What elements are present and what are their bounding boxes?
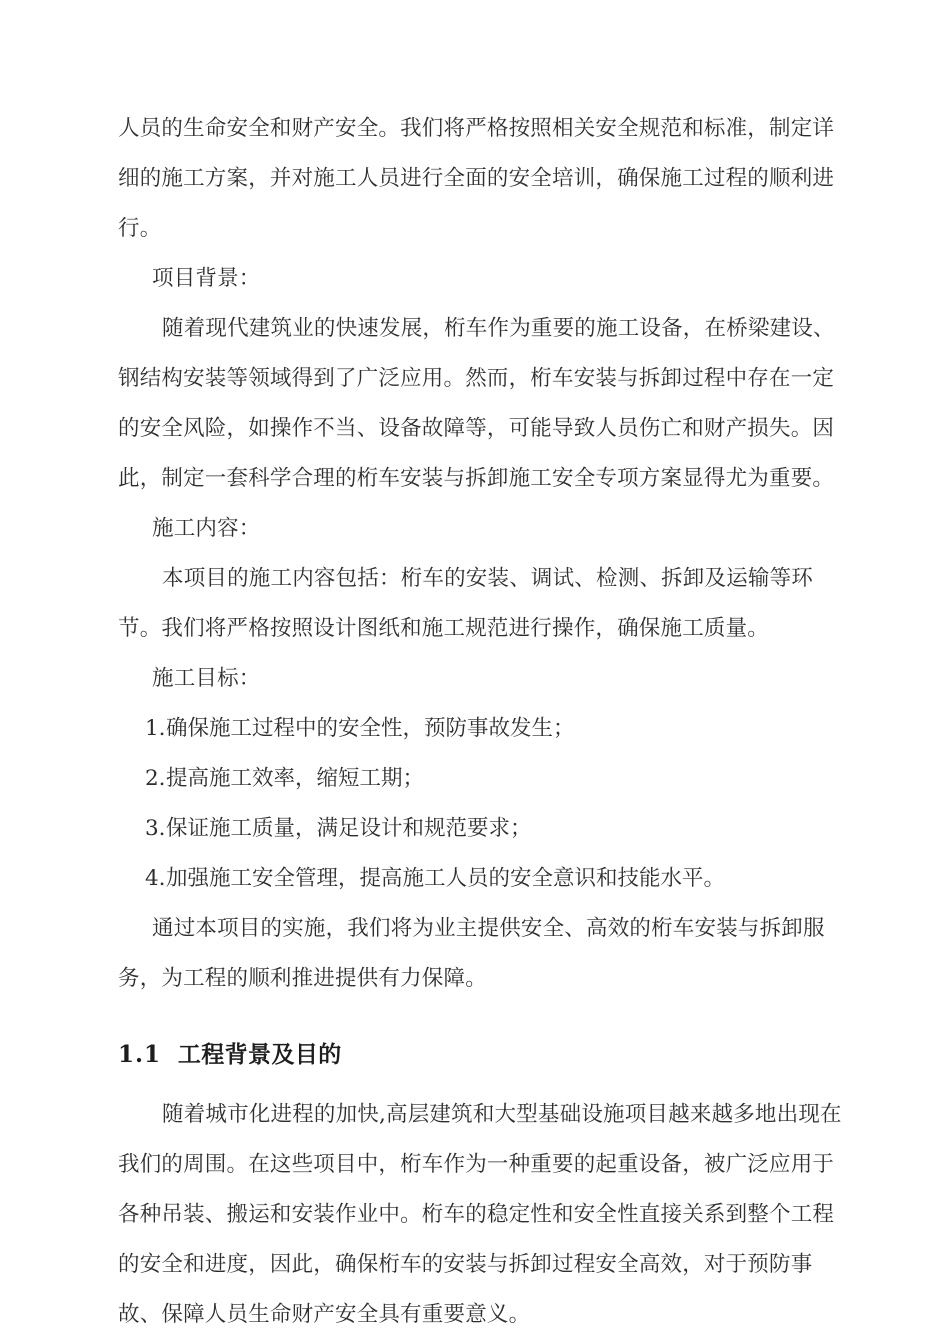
section-heading [118, 1030, 842, 1080]
list-marker: 3. [145, 816, 166, 841]
section-number: 1.1 [118, 1041, 162, 1068]
section-heading-gap [161, 1042, 178, 1068]
paragraph-project-background: 随着现代建筑业的快速发展，桁车作为重要的施工设备，在桥梁建设、钢结构安装等领域得到了广泛应用。然而，桁车安装与拆卸过程中存在一定的安全风险，如操作不当、设备故障等，可能导致人员伤亡和财产损失。因此，制定一套科学合理的桁车安装与拆卸施工安全专项方案显得尤为重要。 [118, 316, 835, 491]
construction-goals-list [118, 704, 842, 904]
list-item [118, 754, 842, 804]
list-item-text: 保证施工质量，满足设计和规范要求； [166, 816, 532, 841]
list-marker: 4. [145, 866, 166, 891]
list-marker: 2. [145, 766, 166, 791]
section-title: 工程背景及目的 [177, 1042, 342, 1068]
list-item-text: 提高施工效率，缩短工期； [166, 766, 425, 791]
label-construction-content: 施工内容： [152, 516, 261, 541]
label-construction-goals: 施工目标： [152, 666, 261, 691]
list-item [118, 854, 842, 904]
page-content [118, 104, 842, 1340]
label-project-background: 项目背景： [152, 266, 261, 291]
paragraph-construction-content: 本项目的施工内容包括：桁车的安装、调试、检测、拆卸及运输等环节。我们将严格按照设计图纸和施工规范进行操作，确保施工质量。 [118, 566, 814, 641]
list-item-text: 确保施工过程中的安全性，预防事故发生； [166, 716, 575, 741]
list-item [118, 804, 842, 854]
paragraph-closing: 通过本项目的实施，我们将为业主提供安全、高效的桁车安装与拆卸服务，为工程的顺利推进提供有力保障。 [118, 916, 825, 991]
list-item-text: 加强施工安全管理，提高施工人员的安全意识和技能水平。 [166, 866, 726, 891]
paragraph-section-body: 随着城市化进程的加快,高层建筑和大型基础设施项目越来越多地出现在我们的周围。在这些项目中，桁车作为一种重要的起重设备，被广泛应用于各种吊装、搬运和安装作业中。桁车的稳定性和安全性直接关系到整个工程的安全和进度，因此，确保桁车的安装与拆卸过程安全高效，对于预防事故、保障人员生命财产安全具有重要意义。 [118, 1102, 842, 1327]
list-marker: 1. [145, 716, 166, 741]
heading-spacer-top [118, 1004, 842, 1030]
heading-spacer-bottom [118, 1080, 842, 1090]
paragraph-safety-intro: 人员的生命安全和财产安全。我们将严格按照相关安全规范和标准，制定详细的施工方案，并对施工人员进行全面的安全培训，确保施工过程的顺利进行。 [118, 116, 835, 241]
list-item [118, 704, 842, 754]
